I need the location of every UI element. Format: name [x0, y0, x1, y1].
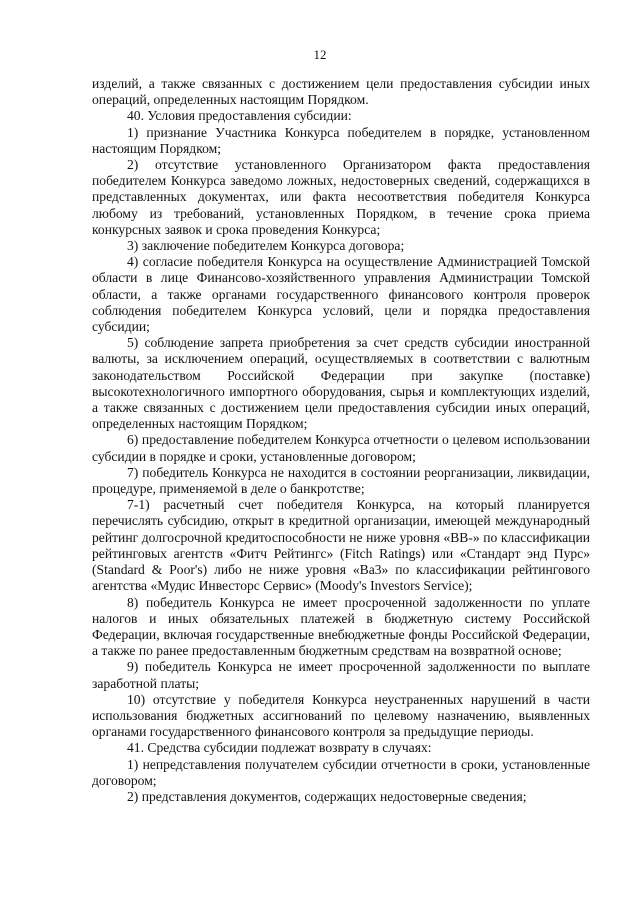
- condition-1: 1) признание Участника Конкурса победителем в порядке, установленном настоящим Порядком;: [92, 124, 590, 156]
- condition-7: 7) победитель Конкурса не находится в состоянии реорганизации, ликвидации, процедуре, применяемой в деле о банкротстве;: [92, 464, 590, 497]
- condition-4: 4) согласие победителя Конкурса на осуществление Администрацией Томской области в лице Финансово-хозяйственного управления Администрации Томской области, а также органами государственного финансового контроля проверок соблюдения победителем Конкурса условий, цели и порядка предоставления субсидии;: [92, 254, 590, 335]
- condition-8: 8) победитель Конкурса не имеет просроченной задолженности по уплате налогов и иных обязательных платежей в бюджетную систему Российской Федерации, включая государственные внебюджетные фонды Российской Федерации, а также по ранее предоставленным бюджетным средствам на возвратной основе;: [92, 594, 590, 659]
- condition-9: 9) победитель Конкурса не имеет просроченной задолженности по выплате заработной платы;: [92, 659, 590, 691]
- refund-case-2: 2) представления документов, содержащих недостоверные сведения;: [127, 788, 527, 804]
- condition-10: 10) отсутствие у победителя Конкурса неустраненных нарушений в части использования бюджетных ассигнований по целевому назначению, выявленных органами государственного финансового контроля за предыдущие периоды.: [92, 691, 590, 740]
- document-body: [92, 76, 590, 805]
- condition-6: 6) предоставление победителем Конкурса отчетности о целевом использовании субсидии в порядке и сроки, установленные договором;: [92, 432, 590, 464]
- section-41-heading: 41. Средства субсидии подлежат возврату в случаях:: [127, 740, 432, 756]
- section-40-heading: 40. Условия предоставления субсидии:: [127, 108, 352, 124]
- condition-2: 2) отсутствие установленного Организатором факта предоставления победителем Конкурса заведомо ложных, недостоверных сведений, содержащихся в представленных документах, или факта несоответствия победителя Конкурса любому из требований, установленных Порядком, в течение срока приема конкурсных заявок и срока проведения Конкурса;: [92, 157, 590, 237]
- condition-7-1: 7-1) расчетный счет победителя Конкурса, на который планируется перечислять субсидию, открыт в кредитной организации, имеющей международный рейтинг долгосрочной кредитоспособности не ниже уровня «BB-» по классификации рейтинговых агентств «Фитч Рейтингс» (Fitch Ratings) или «Стандарт энд Пурс» (Standard & Poor's) либо не ниже уровня «Ba3» по классификации рейтингового агентства «Мудис Инвесторс Сервис» (Moody's Investors Service);: [92, 497, 590, 594]
- condition-5: 5) соблюдение запрета приобретения за счет средств субсидии иностранной валюты, за исключением операций, осуществляемых в соответствии с валютным законодательством Российской Федерации при закупке (поставке) высокотехнологичного импортного оборудования, сырья и комплектующих изделий, а также связанных с достижением цели предоставления субсидии иных операций, определенных настоящим Порядком;: [92, 335, 590, 432]
- paragraph-continuation: изделий, а также связанных с достижением цели предоставления субсидии иных операций, определенных настоящим Порядком.: [92, 76, 590, 108]
- refund-case-1: 1) непредставления получателем субсидии отчетности в сроки, установленные договором;: [92, 756, 590, 788]
- page-number: 12: [313, 47, 327, 62]
- condition-3: 3) заключение победителем Конкурса договора;: [127, 238, 405, 254]
